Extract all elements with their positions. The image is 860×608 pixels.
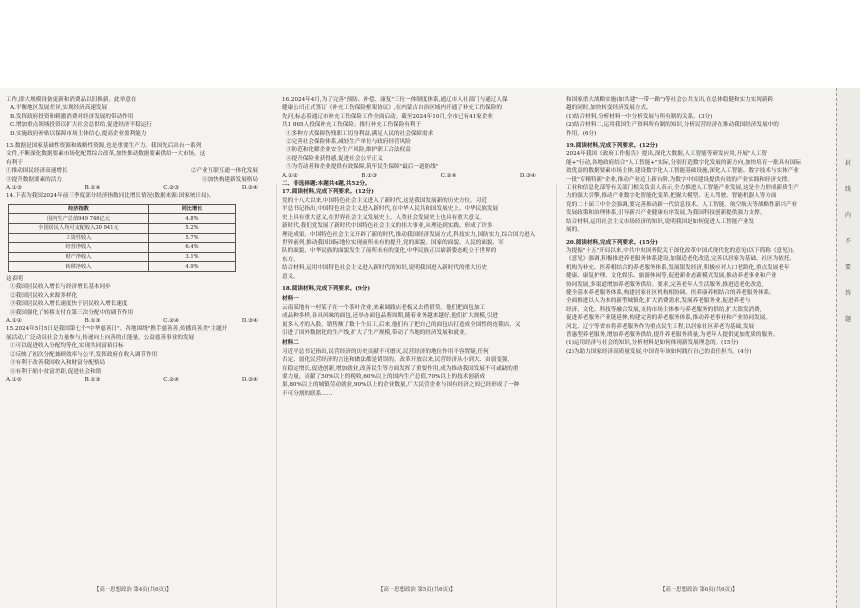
q19-text: 效优益的数据要素市场主体,建设数字化人工智能基础设施,深化人工智能、数字技术与实体产业	[566, 168, 799, 175]
q18-task: 作用。(6分)	[566, 130, 597, 137]
q17-text: 新时代,我们党发展了新时代中国特色社会主义的伟大事业,从理论到实践。形成了许多	[282, 223, 493, 230]
q16-stem: 16.2024年4月,为了完善"预防、补偿、康复"三位一体制度体系,通辽市人社部门与通辽人保	[282, 97, 508, 103]
choice: C.②④	[440, 172, 457, 179]
choice: A.①②	[6, 318, 22, 325]
q20-task: (2)为助力国家经济高质量发展,中国青年该如何践行自己的责任担当。(4分)	[566, 348, 752, 355]
statement: ②完善社会保险体系,减轻生产单位与政府经营风险	[286, 139, 411, 146]
table-cell: 转移净收入	[9, 262, 149, 272]
table-cell: 3.1%	[149, 252, 236, 262]
choice: B.①③	[361, 172, 378, 179]
choice: D.②④	[241, 185, 258, 192]
q17-heading: 17.阅读材料,完成下列要求。(12分)	[282, 189, 374, 196]
binding-char: 内	[845, 212, 852, 219]
column-divider	[276, 184, 277, 608]
q20-text: 机构为补充、医养相结合的养老服务体系,发展银发经济,积极应对人口老龄化,重点发展老年	[566, 264, 790, 271]
q17-task: 意义。	[282, 273, 299, 280]
q14-stem: 14.下表为我国2024年前三季度部分经济指数同比增长情况(数据来源:国家统计局)。	[6, 193, 215, 200]
statement: ④提升保险业获得感,促进社会公平正义	[286, 155, 383, 162]
choice: D.③④	[519, 172, 536, 179]
option: D.实施政府补贴以保障市场主体信心,提高企业盈利能力	[10, 130, 147, 137]
material-text: 越的同时,加快转变经济发展方式。	[566, 105, 652, 112]
q13-statements	[6, 167, 268, 175]
statement: ②我国居民收入来源多样化	[10, 292, 78, 299]
q20-text: 经济、文化、科技等融合发展,支持市场主体参与养老服务的供给,扩大银发消费,	[566, 306, 762, 313]
q18-task: (1)结合材料,分析材料一中分析发展与所有制的关系。(3分)	[566, 113, 713, 120]
statement: ③防范和化解企业安全生产风险,维护职工合法权益	[286, 147, 411, 154]
material-label: 材料二	[282, 340, 299, 347]
q20-text: 《意见》强调,积极推进养老服务体系建设,加强适老化改造,完善以居家为基础、社区为依托、	[566, 256, 796, 263]
table-row	[9, 252, 236, 262]
material-label: 材料一	[282, 296, 299, 303]
q17-text: 史上具有重大意义,在世界社会主义发展史上、人类社会发展史上也具有重大意义。	[282, 214, 486, 221]
table-header: 同比增长	[149, 204, 236, 214]
table-cell: 国内生产总值949 746亿元	[9, 214, 149, 224]
exam-sheet	[0, 88, 860, 608]
material-text: 不可分割的联系……	[282, 390, 333, 397]
material-text: 引进了国外数据化的生产线,扩大了生产规模,带动了当地的经济发展和就业。	[282, 329, 471, 336]
choice: A.①③	[6, 185, 22, 192]
q19-text: 力的强大引擎,推动产业数字化智能化变革,把握大模型、无人驾驶、智能机器人等方面	[566, 193, 777, 200]
table-header-row	[9, 204, 236, 214]
choice: D.③④	[241, 376, 258, 383]
q13-stem: 13.数据是国家基础性资源和战略性资源,也是重要生产力。我国先后出台一系列	[6, 143, 202, 150]
table-row	[9, 243, 236, 253]
q16-stem: 健康公司正式签订《补充工伤保险框架协议》,在内蒙古自治区域内开通了补充工伤保险的	[282, 105, 502, 112]
q15-stem: 展活动,广泛动员社会力量参与,传递向上向善的正能量。公益慈善事业的发展	[6, 334, 195, 341]
statement: ①推动国民经济高速增长	[6, 168, 68, 175]
q12-stem: 工作,即大规模设备更新和消费品以旧换新。此举意在	[6, 97, 137, 103]
q19-text: 2024年我国《政府工作报告》提出,深化大数据,人工智能等研发应用,开展"人工智	[566, 151, 768, 158]
page-footer: 【高一思想政治 第5页(共6页)】	[378, 587, 456, 593]
table-cell: 全国居民人均可支配收入30 941元	[9, 224, 149, 234]
material-text: 云南某地有一村某子在一个茶叶企业,来素调践店老板又去借借贷。他们把面包加工	[282, 304, 486, 311]
binding-char: 题	[845, 316, 852, 323]
statement: ①可以促进收入分配均等化,实现共同富裕目标	[10, 343, 124, 350]
economic-index-table	[8, 204, 236, 272]
q13-choices	[6, 184, 268, 192]
q20-text: 健康、康复护理、文化娱乐、旅游休闲等,促进新业态新模式发展,推动养老事业和产业	[566, 273, 777, 280]
section-heading: 二、非选择题:本题共4题,共52分。	[282, 181, 371, 188]
q16-stem: 共1 865人投保补充工伤保险。推行补充工伤保险有利于	[282, 122, 422, 129]
page-footer: 【高一思想政治 第6页(共6页)】	[660, 587, 738, 593]
q17-text: 队的面貌、中华民族的面貌发生了前所未有的变化,中华民族正以崭新姿态屹立于世界的	[282, 248, 497, 255]
statement: ②产业互联互通一体化发展	[190, 168, 258, 175]
q17-text: 世界前列,推动我国国际地位实现前所未有的提升,党的面貌、国家的面貌、人民的面貌、军	[282, 239, 504, 246]
statement: ④我国强化了转移支付在第三次分配中的调节作用	[10, 309, 134, 316]
q13-statements	[6, 176, 268, 184]
q17-task: 结合材料,运用中国特色社会主义进入新时代的知识,说明我国进入新时代的重大历史	[282, 265, 487, 272]
binding-char: 封	[845, 160, 852, 167]
statement: ④加快构建新发展格局	[202, 176, 258, 183]
binding-margin	[836, 88, 860, 608]
table-cell: 4.9%	[149, 262, 236, 272]
q19-heading: 19.阅读材料,完成下列要求。(12分)	[566, 143, 658, 150]
page-footer: 【高一思想政治 第4页(共6页)】	[94, 587, 172, 593]
statement: ④有利于缩小贫富差距,促进社会和谐	[10, 368, 102, 375]
statement: ⑤为劳动者和企业提供有效保障,筑牢民生保障"最后一道防线"	[286, 164, 439, 171]
q14-note: 这表明	[6, 276, 23, 283]
choice: B.①③	[84, 318, 101, 325]
q14-choices	[6, 317, 268, 325]
option: B.发挥政府投资和刺激消费对经济发展的带动作用	[10, 113, 134, 120]
statement: ②反映了初次分配兼顾效率与公平,发挥政府在收入调节作用	[10, 351, 158, 358]
material-text: 成品种多样,各具风味的面包,还举办面包品鉴周期,随着业务越来越好,他们扩大规模,引进	[282, 313, 498, 320]
table-cell: 5.7%	[149, 233, 236, 243]
choice: B.①③	[84, 376, 101, 383]
q15-stem: 15.2024年5月5日是我国第七个"中华慈善日"。各地围绕"携手慈善善,传播真善美"主题开	[6, 326, 228, 333]
choice: A.①②	[6, 376, 22, 383]
table-cell: 工资性收入	[9, 233, 149, 243]
statement: ③我国居民收入增长速度快于居民收入增长速度	[10, 301, 128, 308]
page-6-column	[566, 96, 828, 601]
table-cell: 5.2%	[149, 224, 236, 234]
table-row	[9, 214, 236, 224]
choice: B.①④	[84, 185, 101, 192]
q19-text: 能+"行动,各地政府结合"人工智能+"实际,分别打造数字化发展的新方向,加快培育一批具有国际	[566, 159, 801, 166]
material-text: 果,80%以上的城镇劳动就业,90%以上的企业数量,广大民营企业与国有经济之间已经形成了一种	[282, 382, 520, 389]
material-text: 和国家重大战略实施(如共建"一带一路")等社会公共支出,在总体稳健和实力实现新跨	[566, 97, 774, 103]
q19-text: 发展政策和治理体系,引导新兴产业健康有序发展,为我国科技创新提供强力支撑。	[566, 210, 766, 217]
table-cell: 财产净收入	[9, 252, 149, 262]
q20-text: 普惠型养老服务,增加养老服务供给,提升养老服务质量,为老年人提供更加优质的服务。	[566, 331, 779, 338]
table-cell: 经营净收入	[9, 243, 149, 253]
q20-text: 河北、辽宁等省市将养老服务作为重点民生工程,以居家社区养老为基础,发展	[566, 323, 755, 330]
statement: ①多种方式保障伤残职工切身利益,满足人民的社会保障需求	[286, 130, 434, 137]
table-cell: 6.4%	[149, 243, 236, 253]
statement: ③提升数据要素的活力	[6, 176, 62, 183]
table-row	[9, 233, 236, 243]
table-row	[9, 262, 236, 272]
q17-text: 东方。	[282, 256, 299, 263]
table-row	[9, 224, 236, 234]
q20-text: 促进养老服务产业链延伸,构建完善的养老服务体系,推动养老事业和产业协同发展。	[566, 315, 771, 322]
binding-char: 答	[845, 290, 852, 297]
q19-text: 工业和信息化部等有关部门相关负责人表示,全力推进人工智能产业发展,这是全力形成新质生产	[566, 185, 799, 192]
material-text: 否定、弱化民营经济的言论和做法都是错误的。改革开放以来,民营经济从小到大、由弱变强,	[282, 357, 510, 364]
table-cell: 4.8%	[149, 214, 236, 224]
q19-text: 一批"专精特新"企业,推动产业迈上新台阶,为数字中国建设提供有效的产业实践和经济支撑。	[566, 176, 793, 183]
q19-text: 党的二十届三中全会强调,要完善推动新一代信息技术、人工智能、航空航天等战略性新兴产业	[566, 201, 798, 208]
q20-text: 全面推进以人为本的新型城镇化,扩大消费需求,发展养老服务业,促进养老与	[566, 298, 751, 305]
q20-text: 协同发展,多渠道增加养老服务供给。要求,完善老年人生活服务,推进适老化改造,	[566, 281, 764, 288]
q18-heading: 18.阅读材料,完成下列要求。(9分)	[282, 285, 370, 292]
binding-char: 线	[845, 186, 852, 193]
q20-text: 为提振"十五"开局以来,中共中央国务院关于深化改革中国式现代化的意见(以下简称《意见》),	[566, 247, 795, 254]
q17-text: 理论成果。中国特色社会主义开辟了新的时代,推动我国经济发展方式,科技实力,国防实力,综合国力进入	[282, 231, 536, 238]
page-4-column	[6, 96, 268, 601]
table-header: 经济指数	[9, 204, 149, 214]
option: C.增加重点领域投资以扩大社会总供给,促进经济平稳运行	[10, 122, 152, 129]
q13-stem: 文件,不断深化数据要素市场化配置综合改革,加快推动数据要素供给一大市场。这	[6, 151, 206, 158]
material-text: 更多人才的入股。销售额了数十个员工,后来,他们有了把自己的面包店打造成全国性的连锁店。又	[282, 321, 521, 328]
q16-choices	[282, 172, 546, 180]
q18-task: (2)结合材料二,运用我国生产资料所有制的知识,分析民营经济在推动我国经济发展中的	[566, 122, 779, 129]
q16-stem: 先河,标志着通辽市补充工伤保险工作全面启动。截至2024年10月,全市已有41家企业	[282, 113, 494, 120]
choice: D.③④	[241, 318, 258, 325]
q20-task: (1)运用经济与社会的知识,分析材料是如何体现新发展理念的。(15分)	[566, 340, 739, 347]
choice: C.②③	[163, 185, 180, 192]
column-divider	[556, 184, 557, 608]
material-text: 习近平总书记指出,民营经济的历史贡献不可磨灭,民营经济的地位作用不容置疑,任何	[282, 348, 489, 355]
q15-choices	[6, 376, 268, 384]
binding-char: 要	[845, 264, 852, 271]
choice: A.①②	[282, 172, 298, 179]
material-text: 在稳定增长,促进创新,增加就业,改善民生等方面发挥了重要作用,成为推动我国发展不可或缺的重	[282, 365, 519, 372]
statement: ③有利于改善我国收入和财富分配格局	[10, 360, 106, 367]
option: A.平衡地区发展差异,实现经济高速发展	[10, 105, 108, 112]
choice: C.②④	[163, 318, 180, 325]
q20-text: 健全基本养老服务体系,构建居家社区机构相协调、医养康养相结合的养老服务体系。	[566, 289, 775, 296]
q13-stem: 有利于	[6, 159, 23, 166]
q17-text: 平总书记指出,中国特色社会主义进入新时代,在中华人民共和国发展史上、中华民族发展	[282, 206, 499, 213]
q20-heading: 20.阅读材料,完成下列要求。(15分)	[566, 239, 658, 246]
q19-task: 展的。	[566, 227, 583, 234]
material-text: 要力量。贡献了50%以上的税收,60%以上的国内生产总值,70%以上的技术创新成	[282, 374, 486, 380]
statement: ①我国居民收入增长与经济增长基本同步	[10, 284, 111, 291]
q17-text: 党的十八大以来,中国特色社会主义进入了新时代,这是我国发展新的历史方位。习近	[282, 197, 487, 204]
q19-task: 结合材料,运用社会主义市场经济的知识,说明我国是如何促进人工智能产业发	[566, 218, 755, 225]
page-5-column	[282, 96, 546, 601]
binding-char: 不	[845, 238, 852, 245]
choice: C.②④	[163, 376, 180, 383]
